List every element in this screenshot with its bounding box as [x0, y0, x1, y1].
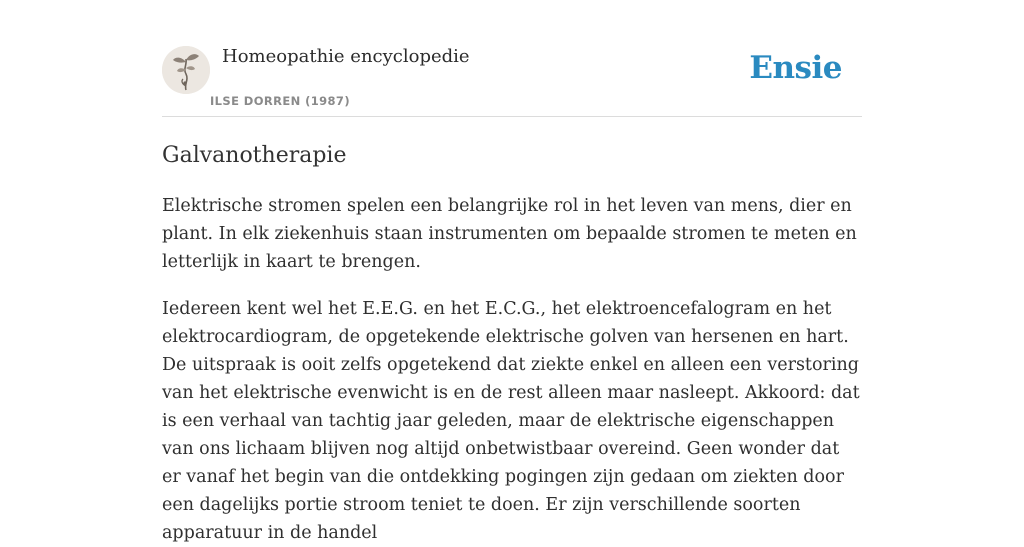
author-byline: ILSE DORREN (1987): [210, 94, 350, 108]
article-column: [162, 0, 862, 547]
book-title[interactable]: Homeopathie encyclopedie: [222, 46, 470, 67]
article-paragraph-2: Iedereen kent wel het E.E.G. en het E.C.G., het elektroencefalogram en het elektrocardiogram, de opgetekende elektrische golven van hersenen en hart. De uitspraak is ooit zelfs opgetekend dat ziekte enkel en alleen een verstoring van het elektrische evenwicht is en de rest alleen maar nasleept. Akkoord: dat is een verhaal van tachtig jaar geleden, maar de elektrische eigenschappen van ons lichaam blijven nog altijd onbetwistbaar overeind. Geen wonder dat er vanaf het begin van die ontdekking pogingen zijn gedaan om ziekten door een dagelijks portie stroom teniet te doen. Er zijn verschillende soorten apparatuur in de handel: [162, 299, 860, 543]
article-paragraph-1: Elektrische stromen spelen een belangrijke rol in het leven van mens, dier en plant. In elk ziekenhuis staan instrumenten om bepaalde stromen te meten en letterlijk in kaart te brengen.: [162, 196, 857, 272]
article-title: Galvanotherapie: [162, 143, 347, 168]
brand-logo[interactable]: Ensie: [749, 50, 842, 86]
page-header: [162, 0, 862, 117]
plant-sprout-icon[interactable]: [162, 46, 210, 94]
